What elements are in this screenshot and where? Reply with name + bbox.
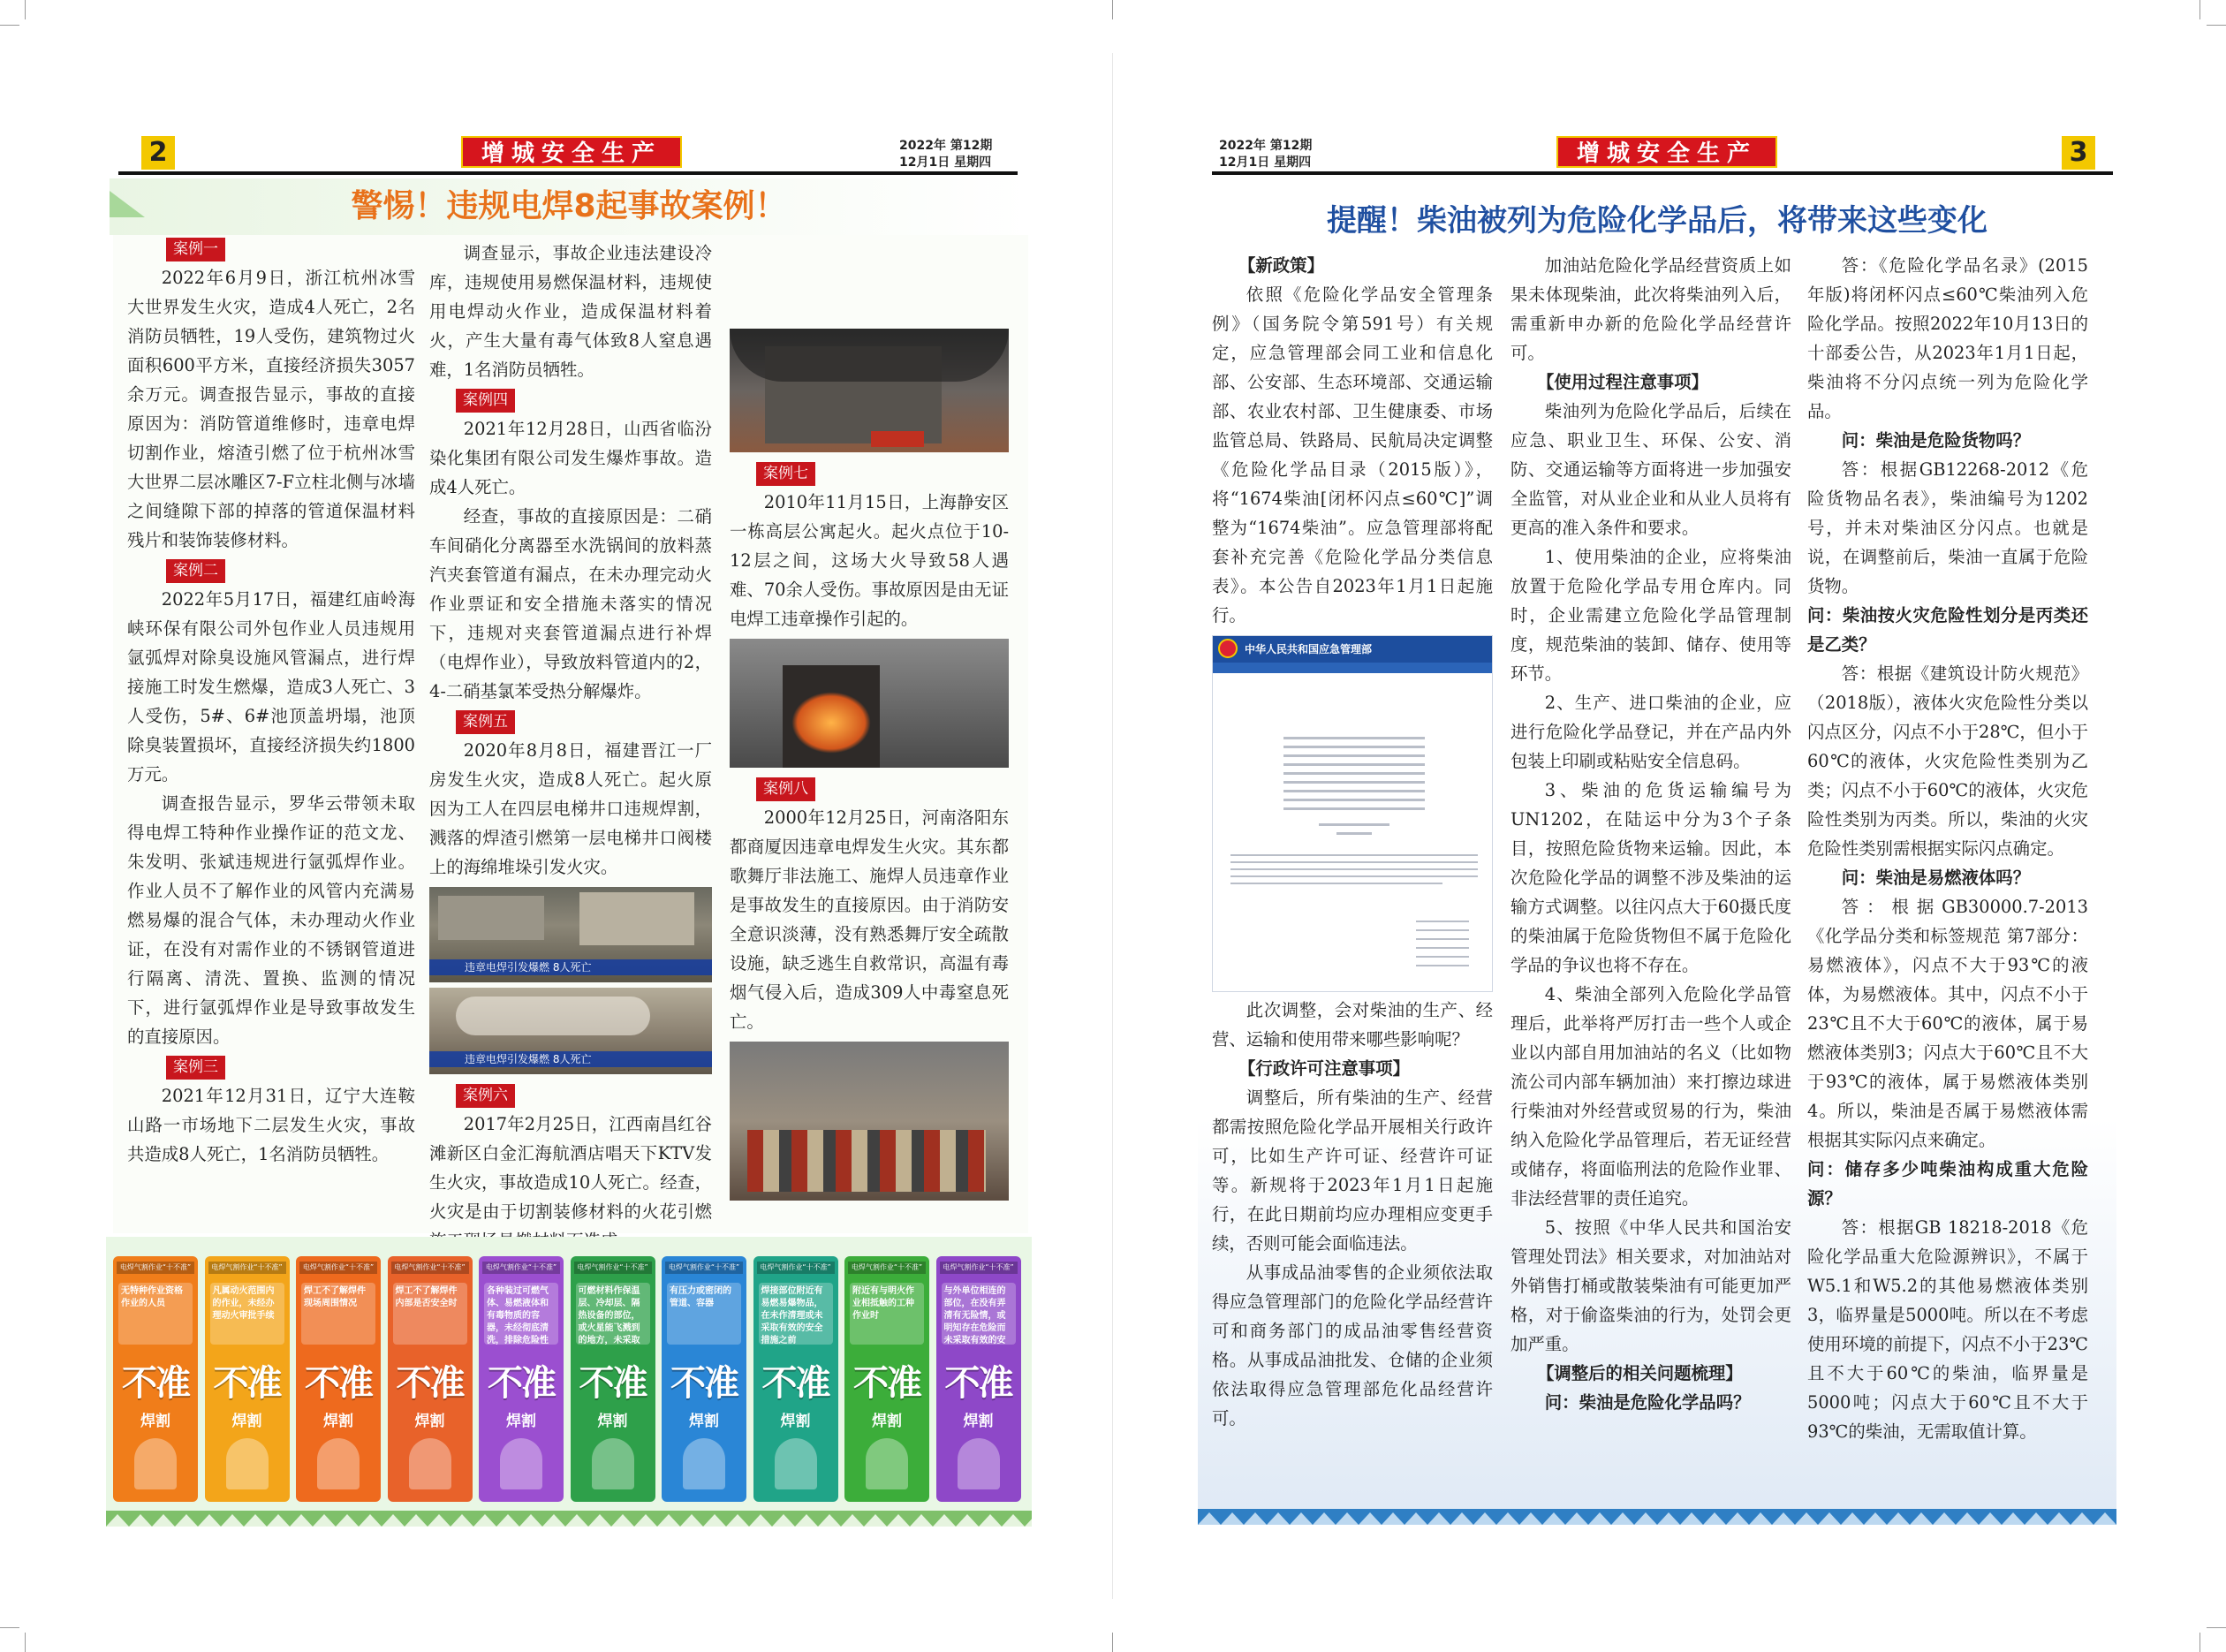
- paragraph: 1、使用柴油的企业，应将柴油放置于危险化学品专用仓库内。同时，企业需建立危险化学品管理制度，规范柴油的装卸、储存、使用等环节。: [1510, 547, 1791, 684]
- poster-prohibit-text: 不准: [213, 1363, 281, 1404]
- poster-card: [571, 1256, 655, 1502]
- poster-card: [844, 1256, 929, 1502]
- page-number: 3: [2062, 136, 2095, 170]
- poster-prohibit-text: 不准: [670, 1363, 738, 1404]
- photo-flames: [791, 692, 871, 754]
- poster-prohibit-text: 不准: [488, 1363, 555, 1404]
- case-paragraph: 2021年12月31日，辽宁大连鞍山路一市场地下二层发生火灾，事故共造成8人死亡，1名消防员牺牲。: [127, 1086, 415, 1164]
- case-tag: 案例四: [456, 389, 515, 413]
- worker-figure-icon: [775, 1438, 817, 1489]
- decorative-band: [1198, 1509, 2116, 1525]
- poster-card: [936, 1256, 1021, 1502]
- masthead: 增城安全生产: [1556, 136, 1777, 168]
- news-caption: 违章电焊引发爆燃 8人死亡: [429, 959, 712, 975]
- case-tag: 案例二: [166, 559, 225, 583]
- poster-card: [388, 1256, 473, 1502]
- case-paragraph: 调查显示，事故企业违法建设冷库，违规使用易燃保温材料，违规使用电焊动火作业，造成保温材料着火，产生大量有毒气体致8人窒息遇难，1名消防员牺牲。: [429, 243, 712, 380]
- case-tag: 案例三: [166, 1056, 225, 1080]
- poster-sub-text: 焊割: [231, 1413, 262, 1430]
- news-photo: [429, 988, 712, 1074]
- poster-card: [479, 1256, 564, 1502]
- poster-header: 电焊气割作业“十不准”: [848, 1262, 926, 1274]
- page-3: [1113, 0, 2226, 1652]
- case-paragraph: 2021年12月28日，山西省临汾染化集团有限公司发生爆炸事故。造成4人死亡。: [429, 419, 712, 497]
- paragraph: 3、柴油的危货运输编号为UN1202，在陆运中分为3个子条目，按照危险货物来运输。因此，本次危险化学品的调整不涉及柴油的运输方式调整。以往闪点大于60摄氏度的柴油属于危险货物但不属于危险化学品的争议也将不存在。: [1510, 780, 1791, 975]
- faq-question: 问：柴油是危险化学品吗？: [1544, 1392, 1751, 1413]
- photo-smoke: [456, 997, 650, 1035]
- emblem-icon: [1218, 639, 1238, 658]
- fire-photo: [730, 329, 1009, 452]
- worker-figure-icon: [958, 1438, 1000, 1489]
- issue-date: [1219, 138, 1312, 171]
- poster-prohibit-text: 不准: [853, 1363, 920, 1404]
- poster-prohibit-text: 不准: [944, 1363, 1012, 1404]
- issue-day: 12月1日 星期四: [899, 155, 992, 170]
- poster-header: 电焊气割作业“十不准”: [940, 1262, 1018, 1274]
- poster-header: 电焊气割作业“十不准”: [574, 1262, 652, 1274]
- news-caption: 违章电焊引发爆燃 8人死亡: [429, 1051, 712, 1067]
- issue-number: 2022年 第12期: [899, 139, 993, 153]
- worker-figure-icon: [409, 1438, 451, 1489]
- poster-rule-text: 凡属动火范围内的作业，未经办理动火审批手续: [210, 1283, 284, 1345]
- faq-question: 问：储存多少吨柴油构成重大危险源？: [1807, 1159, 2088, 1209]
- case-paragraph: 2017年2月25日，江西南昌红谷滩新区白金汇海航酒店唱天下KTV发生火灾，事故造成10人死亡。经查，火灾是由于切割装修材料的火花引燃: [429, 1114, 712, 1222]
- section-heading: 【调整后的相关问题梳理】: [1537, 1363, 1743, 1383]
- faq-answer: 答：根据GB12268-2012《危险货物品名表》，柴油编号为1202号，并未对柴油区分闪点。也就是说，在调整前后，柴油一直属于危险货物。: [1807, 459, 2088, 596]
- case-tag: 案例八: [756, 777, 815, 801]
- faq-answer: 答：《危险化学品名录》(2015年版)将闭杯闪点≤60℃柴油列入危险化学品。按照2022年10月13日的十部委公告，从2023年1月1日起，柴油将不分闪点统一列为危险化学品。: [1807, 255, 2088, 421]
- poster-prohibit-text: 不准: [122, 1363, 189, 1404]
- poster-header: 电焊气割作业“十不准”: [757, 1262, 835, 1274]
- article-column-1: [1212, 251, 1493, 1433]
- case-paragraph: 调查报告显示，罗华云带领未取得电焊工特种作业操作证的范文龙、朱发明、张斌违规进行氩弧焊作业。作业人员不了解作业的风管内充满易燃易爆的混合气体，未办理动火作业证，在没有对需作业的不锈钢管道进行隔离、清洗、置换、监测的情况下，进行氩弧焊作业是导致事故发生的直接原因。: [127, 793, 415, 1047]
- poster-sub-text: 焊割: [323, 1413, 353, 1430]
- page-header: [1219, 133, 2102, 173]
- photo-detail: [579, 892, 694, 945]
- poster-card: [753, 1256, 838, 1502]
- poster-rule-text: 与外单位相连的部位，在没有弄清有无险情，或明知存在危险而未采取有效的安: [942, 1283, 1016, 1345]
- poster-sub-text: 焊割: [872, 1413, 902, 1430]
- article-column-3: [1807, 251, 2088, 1446]
- poster-rule-text: 焊工不了解焊件内部是否安全时: [393, 1283, 467, 1345]
- decorative-band: [106, 1511, 1032, 1527]
- fire-photo: [730, 639, 1009, 768]
- paragraph: 依照《危险化学品安全管理条例》（国务院令第591号）有关规定，应急管理部会同工业和信息化部、公安部、生态环境部、交通运输部、农业农村部、卫生健康委、市场监管总局、铁路局、民航局决定调整《危险化学品目录（2015版）》，将“1674柴油[闭杯闪点≤60℃]”调整为“1674柴油”。应急管理部将配套补充完善《危险化学品分类信息表》。本公告自2023年1月1日起施行。: [1212, 284, 1493, 625]
- worker-figure-icon: [866, 1438, 908, 1489]
- poster-card: [205, 1256, 290, 1502]
- case-paragraph: 2022年5月17日，福建红庙岭海峡环保有限公司外包作业人员违规用氩弧焊对除臭设施风管漏点，进行焊接施工时发生燃爆，造成3人死亡、3人受伤，5#、6#池顶盖坍塌，池顶除臭装置损坏，直接经济损失约1800万元。: [127, 589, 415, 784]
- case-paragraph: 经查，事故的直接原因是：二硝车间硝化分离器至水洗锅间的放料蒸汽夹套管道有漏点，在未办理完动火作业票证和安全措施未落实的情况下，违规对夹套管道漏点进行补焊（电焊作业），导致放料管道内的2，4-二硝基氯苯受热分解爆炸。: [429, 506, 712, 701]
- section-heading: 【新政策】: [1238, 255, 1324, 276]
- news-photo: [429, 887, 712, 982]
- article-column-2: [429, 239, 712, 1255]
- poster-header: 电焊气割作业“十不准”: [482, 1262, 560, 1274]
- gov-site-nav: [1213, 663, 1492, 673]
- case-tag: 案例一: [166, 238, 225, 261]
- article-column-3: [730, 323, 1009, 1206]
- paragraph: 从事成品油零售的企业须依法取得应急管理部门的危险化学品经营许可和商务部门的成品油零售经营资格。从事成品油批发、仓储的企业须依法取得应急管理部危化品经营许可。: [1212, 1262, 1493, 1428]
- photo-debris: [747, 1130, 986, 1192]
- article-column-1: [127, 233, 415, 1169]
- poster-header: 电焊气割作业“十不准”: [208, 1262, 286, 1274]
- faq-answer: 答：根据《建筑设计防火规范》（2018版），液体火灾危险性分类以闪点区分，闪点不小于28℃，但小于60℃的液体，火灾危险性类别为乙类；闪点不小于60℃的液体，火灾危险性类别为丙类。所以，柴油的火灾危险性类别需根据实际闪点确定。: [1807, 663, 2088, 859]
- poster-rule-text: 附近有与明火作业相抵触的工种作业时: [850, 1283, 924, 1345]
- poster-rule-text: 焊接部位附近有易燃易爆物品，在未作清理或未采取有效的安全措施之前: [759, 1283, 833, 1345]
- poster-rule-text: 各种装过可燃气体、易燃液体和有毒物质的容器，未经彻底清洗，排除危险性: [484, 1283, 558, 1345]
- notice-screenshot: [1212, 635, 1493, 992]
- photo-firetruck: [871, 431, 924, 447]
- case-paragraph: 2010年11月15日，上海静安区一栋高层公寓起火。起火点位于10-12层之间，这场大火导致58人遇难、70余人受伤。事故原因是由无证电焊工违章操作引起的。: [730, 492, 1009, 629]
- article-column-2: [1510, 251, 1791, 1417]
- article-title: 提醒！柴油被列为危险化学品后，将带来这些变化: [1327, 203, 1988, 239]
- worker-figure-icon: [683, 1438, 725, 1489]
- paragraph: 2、生产、进口柴油的企业，应进行危险化学品登记，并在产品内外包装上印刷或粘贴安全信息码。: [1510, 693, 1791, 771]
- poster-prohibit-text: 不准: [396, 1363, 464, 1404]
- poster-card: [296, 1256, 381, 1502]
- photo-detail: [438, 896, 544, 940]
- faq-answer: 答：根据GB30000.7-2013《化学品分类和标签规范 第7部分：易燃液体》，闪点不大于93℃的液体，为易燃液体。其中，闪点不小于23℃且不大于60℃的液体，属于易燃液体类别3；闪点大于60℃且不大于93℃的液体，属于易燃液体类别4。所以，柴油是否属于易燃液体需根据其实际闪点来确定。: [1807, 897, 2088, 1150]
- article-title: 警惕！违规电焊8起事故案例！: [351, 188, 787, 224]
- paragraph: 此次调整，会对柴油的生产、经营、运输和使用带来哪些影响呢？: [1212, 1000, 1493, 1050]
- case-paragraph: 2022年6月9日，浙江杭州冰雪大世界发生火灾，造成4人死亡，2名消防员牺牲，19人受伤，建筑物过火面积600平方米，直接经济损失3057余万元。调查报告显示，事故的直接原因为：消防管道维修时，违章电焊切割作业，熔渣引燃了位于杭州冰雪大世界二层冰雕区7-F立柱北侧与冰墙之间缝隙下部的掉落的管道保温材料残片和装饰装修材料。: [127, 268, 415, 550]
- poster-sub-text: 焊割: [689, 1413, 719, 1430]
- poster-rule-text: 可燃材料作保温层、冷却层、隔热设备的部位，或火星能飞溅到的地方，未采取: [576, 1283, 650, 1345]
- case-paragraph: 2000年12月25日，河南洛阳东都商厦因违章电焊发生火灾。其东都歌舞厅非法施工、施焊人员违章作业是事故发生的直接原因。由于消防安全意识淡薄，没有熟悉舞厅安全疏散设施，缺乏逃生自救常识，高温有毒烟气侵入后，造成309人中毒窒息死亡。: [730, 807, 1009, 1032]
- paragraph: 加油站危险化学品经营资质上如果未体现柴油，此次将柴油列入后，需重新申办新的危险化学品经营许可。: [1510, 255, 1791, 363]
- worker-figure-icon: [226, 1438, 269, 1489]
- article-title-bar: [1198, 193, 2116, 249]
- faq-question: 问：柴油按火灾危险性划分是丙类还是乙类？: [1807, 605, 2088, 655]
- case-tag: 案例六: [456, 1084, 515, 1108]
- poster-header: 电焊气割作业“十不准”: [117, 1262, 194, 1274]
- poster-rule-text: 有压力或密闭的管道、容器: [667, 1283, 741, 1345]
- poster-sub-text: 焊割: [780, 1413, 811, 1430]
- welding-rules-posters: [106, 1237, 1032, 1511]
- paragraph: 柴油列为危险化学品后，后续在应急、职业卫生、环保、公安、消防、交通运输等方面将进一步加强安全监管，对从业企业和从业人员将有更高的准入条件和要求。: [1510, 401, 1791, 538]
- header-rule: [1212, 171, 2113, 175]
- page-number: 2: [141, 136, 175, 170]
- poster-header: 电焊气割作业“十不准”: [299, 1262, 377, 1274]
- poster-sub-text: 焊割: [506, 1413, 536, 1430]
- article-title-bar: [110, 178, 1028, 235]
- worker-figure-icon: [592, 1438, 634, 1489]
- section-heading: 【行政许可注意事项】: [1238, 1058, 1410, 1079]
- case-paragraph: 2020年8月8日，福建晋江一厂房发生火灾，造成8人死亡。起火原因为工人在四层电梯井口违规焊割，溅落的焊渣引燃第一层电梯井口阀楼上的海绵堆垛引发火灾。: [429, 740, 712, 877]
- issue-date: [899, 138, 992, 171]
- worker-figure-icon: [500, 1438, 542, 1489]
- faq-question: 问：柴油是危险货物吗？: [1841, 430, 2031, 451]
- notice-text-lines: [1213, 673, 1494, 991]
- photo-smoke: [730, 329, 1009, 382]
- poster-prohibit-text: 不准: [579, 1363, 647, 1404]
- case-tag: 案例五: [456, 710, 515, 734]
- masthead: 增城安全生产: [461, 136, 682, 168]
- poster-sub-text: 焊割: [597, 1413, 628, 1430]
- paragraph: 4、柴油全部列入危险化学品管理后，此举将严厉打击一些个人或企业以内部自用加油站的名义（比如物流公司内部车辆加油）来打擦边球进行柴油对外经营或贸易的行为，柴油纳入危险化学品管理后，若无证经营或储存，将面临刑法的危险作业罪、非法经营罪的责任追究。: [1510, 984, 1791, 1209]
- faq-answer: 答：根据GB 18218-2018《危险化学品重大危险源辨识》，不属于W5.1和W5.2的其他易燃液体类别3，临界量是5000吨。所以在不考虑使用环境的前提下，闪点不小于23℃且不大于60℃的柴油，临界量是5000吨；闪点大于60℃且不大于93℃的柴油，无需取值计算。: [1807, 1217, 2088, 1442]
- poster-sub-text: 焊割: [140, 1413, 170, 1430]
- issue-number: 2022年 第12期: [1219, 139, 1313, 153]
- poster-rule-text: 无特种作业资格作业的人员: [118, 1283, 193, 1345]
- poster-header: 电焊气割作业“十不准”: [665, 1262, 743, 1274]
- worker-figure-icon: [317, 1438, 360, 1489]
- poster-card: [113, 1256, 198, 1502]
- poster-card: [662, 1256, 746, 1502]
- issue-day: 12月1日 星期四: [1219, 155, 1312, 170]
- header-rule: [118, 171, 1018, 175]
- poster-prohibit-text: 不准: [305, 1363, 372, 1404]
- page-header: [141, 133, 1016, 173]
- gov-site-header: 中华人民共和国应急管理部: [1213, 636, 1492, 663]
- section-heading: 【使用过程注意事项】: [1537, 372, 1708, 392]
- poster-sub-text: 焊割: [963, 1413, 994, 1430]
- paragraph: 5、按照《中华人民共和国治安管理处罚法》相关要求，对加油站对外销售打桶或散装柴油有可能更加严格，对于偷盗柴油的行为，处罚会更加严重。: [1510, 1217, 1791, 1354]
- paragraph: 调整后，所有柴油的生产、经营都需按照危险化学品开展相关行政许可，比如生产许可证、经营许可证等。新规将于2023年1月1日起施行，在此日期前均应办理相应变更手续，否则可能会面临违法。: [1212, 1087, 1493, 1254]
- faq-question: 问：柴油是易燃液体吗？: [1841, 868, 2031, 888]
- worker-figure-icon: [134, 1438, 177, 1489]
- poster-rule-text: 焊工不了解焊件现场周围情况: [301, 1283, 375, 1345]
- case-tag: 案例七: [756, 462, 815, 486]
- poster-sub-text: 焊割: [414, 1413, 445, 1430]
- rescue-photo: [730, 1042, 1009, 1201]
- poster-prohibit-text: 不准: [761, 1363, 829, 1404]
- poster-header: 电焊气割作业“十不准”: [391, 1262, 469, 1274]
